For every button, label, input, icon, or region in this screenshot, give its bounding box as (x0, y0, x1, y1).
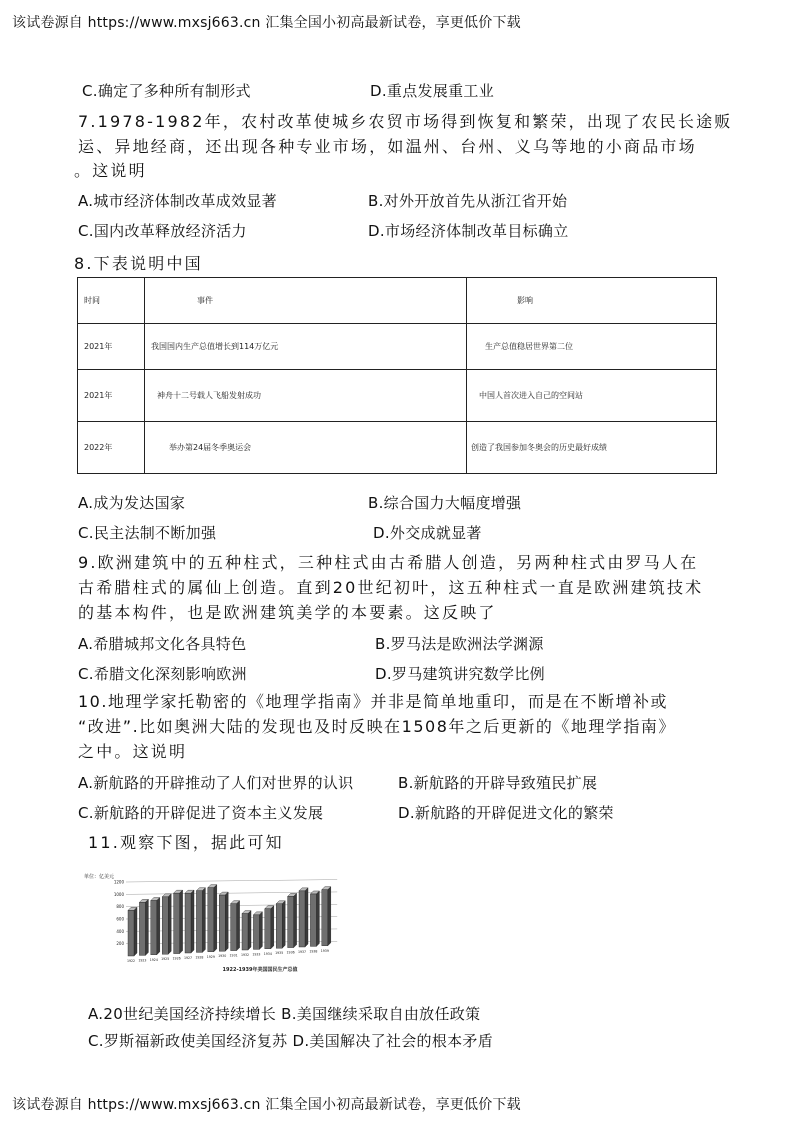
cell-event: 神舟十二号载人飞船发射成功 (145, 370, 467, 422)
chart-y-tick-label: 600 (116, 916, 124, 922)
page-footer: 该试卷源自 https://www.mxsj663.cn 汇集全国小初高最新试卷，享更低价下载 (12, 1097, 521, 1113)
chart-bar (299, 888, 308, 947)
header-impact: 影响 (467, 278, 717, 324)
chart-x-tick-label: 1933 (252, 952, 261, 957)
q7-option-b: B.对外开放首先从浙江省开始 (368, 192, 568, 210)
q7-option-c: C.国内改革释放经济活力 (78, 222, 247, 240)
gnp-chart-svg (80, 860, 352, 978)
cell-time: 2022年 (78, 422, 145, 474)
chart-x-tick-label: 1928 (195, 955, 204, 960)
chart-bar (208, 885, 217, 952)
cell-event: 我国国内生产总值增长到114万亿元 (145, 324, 467, 370)
chart-y-tick-label: 1000 (113, 891, 124, 897)
cell-time: 2021年 (78, 370, 145, 422)
cell-time: 2021年 (78, 324, 145, 370)
chart-bar (310, 891, 319, 946)
q8-events-table (77, 277, 717, 474)
q6-option-d: D.重点发展重工业 (370, 82, 495, 100)
q10-stem-line-3: 之中。这说明 (78, 742, 188, 761)
q7-stem-line-2: 运、异地经商，还出现各种专业市场，如温州、台州、义乌等地的小商品市场 (78, 137, 697, 156)
chart-title: 1922-1939年美国国民生产总值 (222, 967, 298, 973)
q7-stem-line-3: 。这说明 (74, 161, 147, 180)
chart-bar (151, 898, 160, 955)
chart-x-tick-label: 1927 (183, 956, 193, 960)
cell-impact: 生产总值稳居世界第二位 (467, 324, 717, 370)
chart-bar (242, 911, 251, 950)
chart-bar (219, 892, 228, 951)
table-row (78, 422, 717, 474)
chart-y-tick-label: 1200 (113, 879, 124, 885)
chart-x-tick-label: 1924 (149, 957, 158, 962)
chart-bar (174, 890, 183, 953)
cell-impact: 中国人首次进入自己的空间站 (467, 370, 717, 422)
chart-y-axis-label: 单位：亿美元 (84, 874, 115, 880)
chart-x-tick-label: 1923 (138, 958, 147, 963)
q11-options-line-2: C.罗斯福新政使美国经济复苏 D.美国解决了社会的根本矛盾 (88, 1032, 494, 1050)
chart-bar (196, 888, 205, 953)
chart-bar (128, 907, 137, 956)
chart-bar (139, 899, 148, 955)
table-header-row (78, 278, 717, 324)
chart-y-tick-label: 200 (116, 941, 124, 947)
chart-y-tick-label: 400 (116, 928, 124, 934)
q9-option-c: C.希腊文化深刻影响欧洲 (78, 665, 247, 683)
chart-y-tick-label: 800 (116, 904, 124, 910)
gnp-chart (80, 860, 352, 978)
q10-stem-line-1: 10.地理学家托勒密的《地理学指南》并非是简单地重印，而是在不断增补或 (78, 692, 668, 711)
table-row (78, 370, 717, 422)
q9-option-b: B.罗马法是欧洲法学渊源 (375, 635, 544, 653)
chart-bar (288, 893, 297, 947)
q10-option-c: C.新航路的开辟促进了资本主义发展 (78, 804, 324, 822)
q9-stem-line-1: 9.欧洲建筑中的五种柱式，三种柱式由古希腊人创造，另两种柱式由罗马人在 (78, 553, 699, 572)
chart-bar (276, 901, 285, 948)
header-time: 时间 (78, 278, 145, 324)
table-row (78, 324, 717, 370)
page-header: 该试卷源自 https://www.mxsj663.cn 汇集全国小初高最新试卷，享更低价下载 (12, 15, 521, 31)
chart-bar (185, 890, 194, 953)
chart-x-tick-label: 1929 (206, 954, 215, 959)
q8-option-d: D.外交成就显著 (373, 524, 482, 542)
q8-stem: 8.下表说明中国 (74, 254, 203, 273)
chart-bar (253, 912, 262, 950)
q9-stem-line-2: 古希腊柱式的属仙上创造。直到20世纪初叶，这五种柱式一直是欧洲建筑技术 (78, 578, 704, 597)
chart-x-tick-label: 1926 (172, 956, 181, 961)
cell-impact: 创造了我国参加冬奥会的历史最好成绩 (467, 422, 717, 474)
q9-stem-line-3: 的基本构件，也是欧洲建筑美学的本要素。这反映了 (78, 603, 497, 622)
q10-option-d: D.新航路的开辟促进文化的繁荣 (398, 804, 614, 822)
chart-gridline (126, 880, 337, 882)
q7-option-d: D.市场经济体制改革目标确立 (368, 222, 569, 240)
chart-bar (322, 887, 331, 946)
q8-option-c: C.民主法制不断加强 (78, 524, 217, 542)
chart-x-tick-label: 1935 (275, 951, 284, 956)
q10-stem-line-2: “改进”.比如奥洲大陆的发现也及时反映在1508年之后更新的《地理学指南》 (78, 717, 676, 736)
chart-bar (265, 906, 274, 949)
q8-option-b: B.综合国力大幅度增强 (368, 494, 522, 512)
chart-x-tick-label: 1934 (263, 951, 272, 956)
chart-y-ticks (114, 880, 125, 947)
chart-x-tick-label: 1938 (309, 949, 318, 954)
q9-option-d: D.罗马建筑讲究数学比例 (375, 665, 545, 683)
chart-x-tick-label: 1930 (218, 954, 227, 959)
q10-option-a: A.新航路的开辟推动了人们对世界的认识 (78, 774, 354, 792)
q11-options-line-1: A.20世纪美国经济持续增长 B.美国继续采取自由放任政策 (88, 1005, 481, 1023)
chart-x-tick-label: 1937 (297, 950, 307, 954)
cell-event: 举办第24届冬季奥运会 (145, 422, 467, 474)
chart-bar (162, 894, 171, 954)
chart-x-tick-label: 1936 (286, 950, 295, 955)
q8-option-a: A.成为发达国家 (78, 494, 186, 512)
q7-stem-line-1: 7.1978-1982年，农村改革使城乡农贸市场得到恢复和繁荣，出现了农民长途贩 (78, 112, 733, 131)
q10-option-b: B.新航路的开辟导致殖民扩展 (398, 774, 598, 792)
q7-option-a: A.城市经济体制改革成效显著 (78, 192, 277, 210)
chart-x-tick-label: 1932 (240, 953, 250, 957)
chart-x-tick-label: 1922 (126, 959, 136, 963)
q9-option-a: A.希腊城邦文化各具特色 (78, 635, 247, 653)
chart-x-tick-label: 1939 (320, 948, 329, 953)
chart-x-tick-label: 1931 (229, 953, 238, 958)
q11-stem: 11.观察下图，据此可知 (88, 833, 284, 852)
chart-bar (231, 901, 240, 951)
chart-x-tick-label: 1925 (161, 957, 170, 962)
header-event: 事件 (145, 278, 467, 324)
q6-option-c: C.确定了多种所有制形式 (82, 82, 251, 100)
